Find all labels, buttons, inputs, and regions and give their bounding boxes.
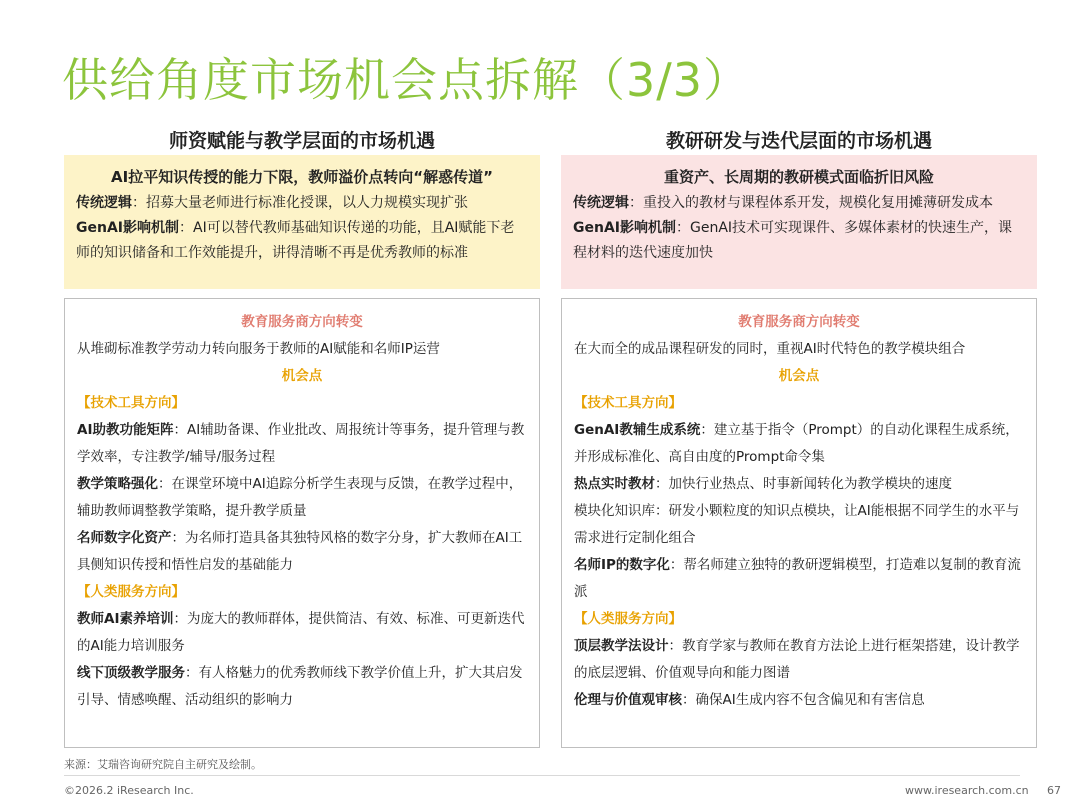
right-summary-box	[561, 155, 1037, 289]
left-summary-headline: AI拉平知识传授的能力下限，教师溢价点转向“解惑传道”	[111, 168, 493, 186]
item-label: 伦理与价值观审核	[574, 692, 682, 708]
item-text: ：在课堂环境中AI追踪分析学生表现与反馈，在教学过程中，辅助教师调整教学策略，提升教学质量	[77, 476, 523, 519]
item-label: AI助教功能矩阵	[77, 422, 174, 438]
item-label: 教学策略强化	[77, 476, 158, 492]
list-item	[574, 633, 1024, 687]
row-text: ：GenAI技术可实现课件、多媒体素材的快速生产，课程材料的迭代速度加快	[573, 220, 1013, 261]
left-traditional-logic	[76, 191, 528, 216]
item-text: ：教育学家与教师在教育方法论上进行框架搭建，设计教学的底层逻辑、价值观导向和能力图谱	[574, 638, 1020, 681]
row-label: 传统逻辑	[76, 195, 132, 211]
item-label: 线下顶级教学服务	[77, 665, 185, 681]
right-opportunity-title: 机会点	[778, 368, 820, 384]
left-column-heading: 师资赋能与教学层面的市场机遇	[168, 130, 435, 152]
list-item	[77, 417, 527, 471]
item-label: 顶层教学法设计	[574, 638, 669, 654]
item-text: ：为庞大的教师群体，提供简洁、有效、标准、可更新迭代的AI能力培训服务	[77, 611, 525, 654]
item-label: 名师IP的数字化	[574, 557, 670, 573]
list-item	[77, 660, 527, 714]
left-opportunity-title: 机会点	[281, 368, 323, 384]
left-direction-text: 从堆砌标准教学劳动力转向服务于教师的AI赋能和名师IP运营	[77, 341, 440, 357]
item-label: GenAI教辅生成系统	[574, 422, 701, 438]
list-item	[574, 552, 1024, 606]
right-category-tech: 【技术工具方向】	[574, 395, 682, 411]
source-note: 来源：艾瑞咨询研究院自主研究及绘制。	[64, 758, 262, 771]
item-text: 模块化知识库：研发小颗粒度的知识点模块，让AI能根据不同学生的水平与需求进行定制化组合	[574, 503, 1020, 546]
item-text: ：为名师打造具备其独特风格的数字分身，扩大教师在AI工具侧知识传授和悟性启发的基础能力	[77, 530, 523, 573]
item-text: ：AI辅助备课、作业批改、周报统计等事务，提升管理与教学效率，专注教学/辅导/服务过程	[77, 422, 525, 465]
item-text: ：确保AI生成内容不包含偏见和有害信息	[682, 692, 925, 708]
item-text: ：有人格魅力的优秀教师线下教学价值上升，扩大其启发引导、情感唤醒、活动组织的影响力	[77, 665, 523, 708]
right-opportunity-box	[561, 298, 1037, 748]
row-text: ：招募大量老师进行标准化授课，以人力规模实现扩张	[132, 195, 468, 211]
right-genai-mechanism	[573, 216, 1025, 266]
list-item	[77, 471, 527, 525]
list-item	[574, 687, 1024, 714]
item-label: 热点实时教材	[574, 476, 655, 492]
right-category-human: 【人类服务方向】	[574, 611, 682, 627]
page-title: 供给角度市场机会点拆解（3/3）	[62, 53, 751, 107]
left-direction-title: 教育服务商方向转变	[241, 314, 363, 330]
item-label: 教师AI素养培训	[77, 611, 174, 627]
left-category-human: 【人类服务方向】	[77, 584, 185, 600]
item-label: 名师数字化资产	[77, 530, 172, 546]
row-label: GenAI影响机制	[573, 220, 676, 236]
row-text: ：AI可以替代教师基础知识传递的功能，且AI赋能下老师的知识储备和工作效能提升，讲得清晰不再是优秀教师的标准	[76, 220, 515, 261]
list-item	[574, 498, 1024, 552]
left-category-tech: 【技术工具方向】	[77, 395, 185, 411]
right-column-heading: 教研研发与迭代层面的市场机遇	[665, 130, 932, 152]
page-number: 67	[1047, 784, 1061, 797]
left-summary-box	[64, 155, 540, 289]
left-genai-mechanism	[76, 216, 528, 266]
row-text: ：重投入的教材与课程体系开发，规模化复用摊薄研发成本	[629, 195, 993, 211]
right-direction-title: 教育服务商方向转变	[738, 314, 860, 330]
row-label: GenAI影响机制	[76, 220, 179, 236]
item-text: ：帮名师建立独特的教研逻辑模型，打造难以复制的教育流派	[574, 557, 1021, 600]
item-text: ：加快行业热点、时事新闻转化为教学模块的速度	[655, 476, 952, 492]
left-opportunity-box	[64, 298, 540, 748]
list-item	[574, 417, 1024, 471]
row-label: 传统逻辑	[573, 195, 629, 211]
list-item	[77, 525, 527, 579]
right-traditional-logic	[573, 191, 1025, 216]
list-item	[77, 606, 527, 660]
item-text: ：建立基于指令（Prompt）的自动化课程生成系统，并形成标准化、高自由度的Prompt命令集	[574, 422, 1019, 465]
footer-url: www.iresearch.com.cn	[905, 784, 1029, 797]
right-summary-headline: 重资产、长周期的教研模式面临折旧风险	[663, 168, 934, 186]
right-direction-text: 在大而全的成品课程研发的同时，重视AI时代特色的教学模块组合	[574, 341, 966, 357]
list-item	[574, 471, 1024, 498]
footer-divider	[64, 775, 1020, 776]
footer-copyright: ©2026.2 iResearch Inc.	[64, 784, 194, 797]
